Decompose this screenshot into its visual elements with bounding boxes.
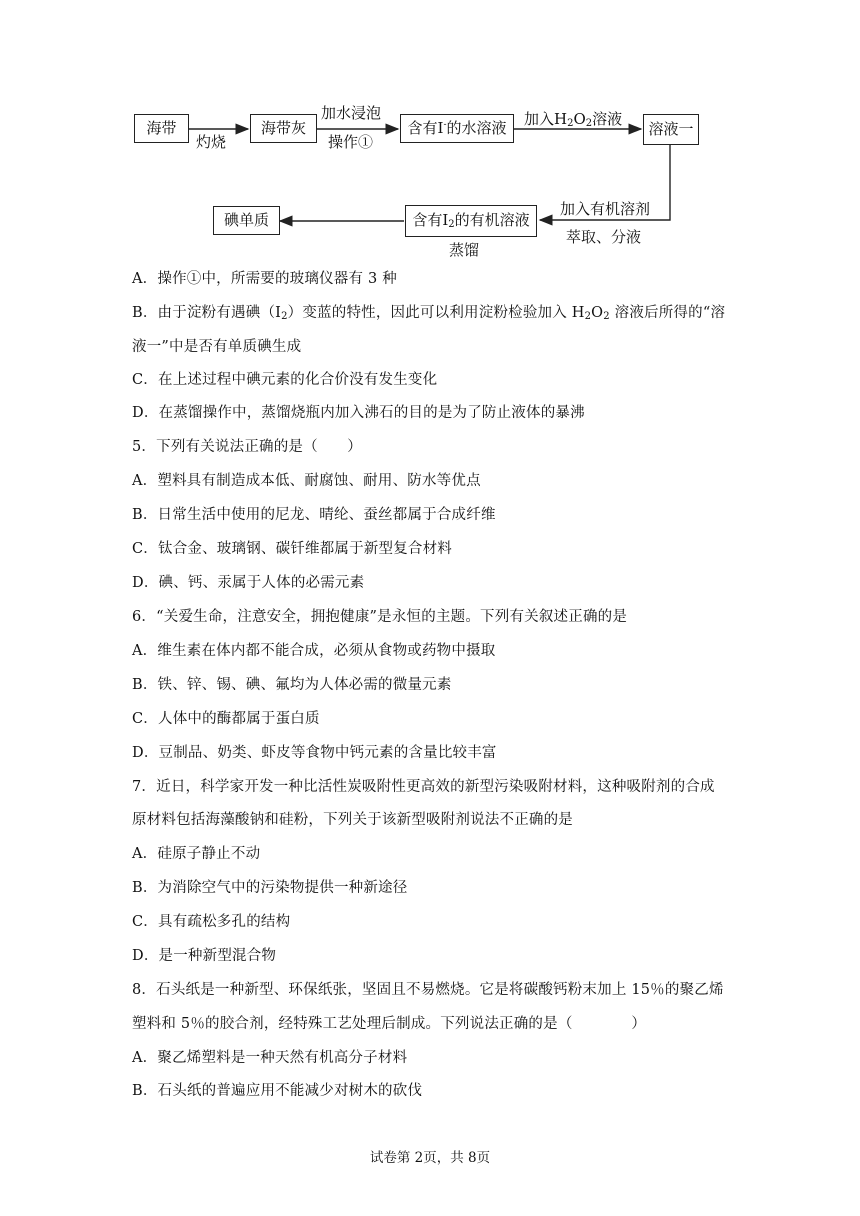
q7-option-a: A．硅原子静止不动: [132, 846, 261, 862]
label-burn: 灼烧: [196, 133, 227, 151]
label-add-organic-solvent: 加入有机溶剂: [560, 200, 651, 218]
q6-option-a: A．维生素在体内都不能合成，必须从食物或药物中摄取: [132, 643, 496, 659]
box-solution-1: 溶液一: [643, 114, 699, 145]
q4-option-d: D．在蒸馏操作中，蒸馏烧瓶内加入沸石的目的是为了防止液体的暴沸: [132, 405, 585, 421]
q4-option-a: A．操作①中，所需要的玻璃仪器有 3 种: [132, 271, 397, 287]
iodide-text: 含有I-的水溶液: [407, 119, 507, 137]
i2-organic-text: 含有$I_2$的有机溶液: [412, 210, 530, 230]
q7-option-d: D．是一种新型混合物: [132, 948, 277, 964]
q6-option-b: B．铁、锌、锡、碘、氟均为人体必需的微量元素: [132, 677, 452, 693]
q8-option-b: B．石头纸的普遍应用不能减少对树木的砍伐: [132, 1083, 423, 1099]
label-operation-1: 操作①: [328, 133, 374, 151]
q5-option-d: D．碘、钙、汞属于人体的必需元素: [132, 575, 365, 591]
label-soak: 加水浸泡: [321, 104, 382, 122]
label-distill: 蒸馏: [449, 241, 480, 259]
page-footer: 试卷第 2页，共 8页: [369, 1150, 491, 1166]
q7-option-b: B．为消除空气中的污染物提供一种新途径: [132, 880, 408, 896]
q6-option-d: D．豆制品、奶类、虾皮等食物中钙元素的含量比较丰富: [132, 745, 497, 761]
box-iodine-organic-solution: [405, 205, 537, 237]
box-seaweed: 海带: [134, 114, 189, 143]
q4-option-c: C．在上述过程中碘元素的化合价没有发生变化: [132, 372, 438, 388]
q4-option-b-line2: 液一”中是否有单质碘生成: [132, 339, 302, 355]
q8-stem-line2: 塑料和 5％的胶合剂，经特殊工艺处理后制成。下列说法正确的是（ ）: [132, 1016, 647, 1032]
q6-option-c: C．人体中的酶都属于蛋白质: [132, 711, 320, 727]
q8-option-a: A．聚乙烯塑料是一种天然有机高分子材料: [132, 1050, 408, 1066]
q5-option-b: B．日常生活中使用的尼龙、晴纶、蚕丝都属于合成纤维: [132, 507, 496, 523]
q5-option-c: C．钛合金、玻璃钢、碳钎维都属于新型复合材料: [132, 541, 452, 557]
box-seaweed-ash: 海带灰: [250, 114, 317, 143]
box-iodide-solution: [400, 114, 514, 143]
box-iodine-element: 碘单质: [213, 206, 280, 235]
q5-stem: 5．下列有关说法正确的是（ ）: [132, 439, 362, 455]
q7-option-c: C．具有疏松多孔的结构: [132, 914, 291, 930]
label-add-h2o2: 加入$H_2O_2$溶液: [524, 110, 623, 129]
q7-stem-line2: 原材料包括海藻酸钠和硅粉，下列关于该新型吸附剂说法不正确的是: [132, 812, 573, 828]
q6-stem: 6．“关爱生命，注意安全，拥抱健康”是永恒的主题。下列有关叙述正确的是: [132, 609, 628, 625]
label-extract-separate: 萃取、分液: [566, 228, 642, 246]
q4-option-b-line1: B．由于淀粉有遇碘$(I_2)$变蓝的特性，因此可以利用淀粉检验加入 $H_2O_2$ 溶液后所得的“溶: [132, 305, 726, 322]
q8-stem-line1: 8．石头纸是一种新型、环保纸张，坚固且不易燃烧。它是将碳酸钙粉末加上 15％的聚乙烯: [132, 982, 724, 998]
q5-option-a: A．塑料具有制造成本低、耐腐蚀、耐用、防水等优点: [132, 473, 481, 489]
q7-stem-line1: 7．近日，科学家开发一种比活性炭吸附性更高效的新型污染吸附材料，这种吸附剂的合成: [132, 779, 715, 795]
iodine-extraction-flowchart: [0, 0, 860, 270]
